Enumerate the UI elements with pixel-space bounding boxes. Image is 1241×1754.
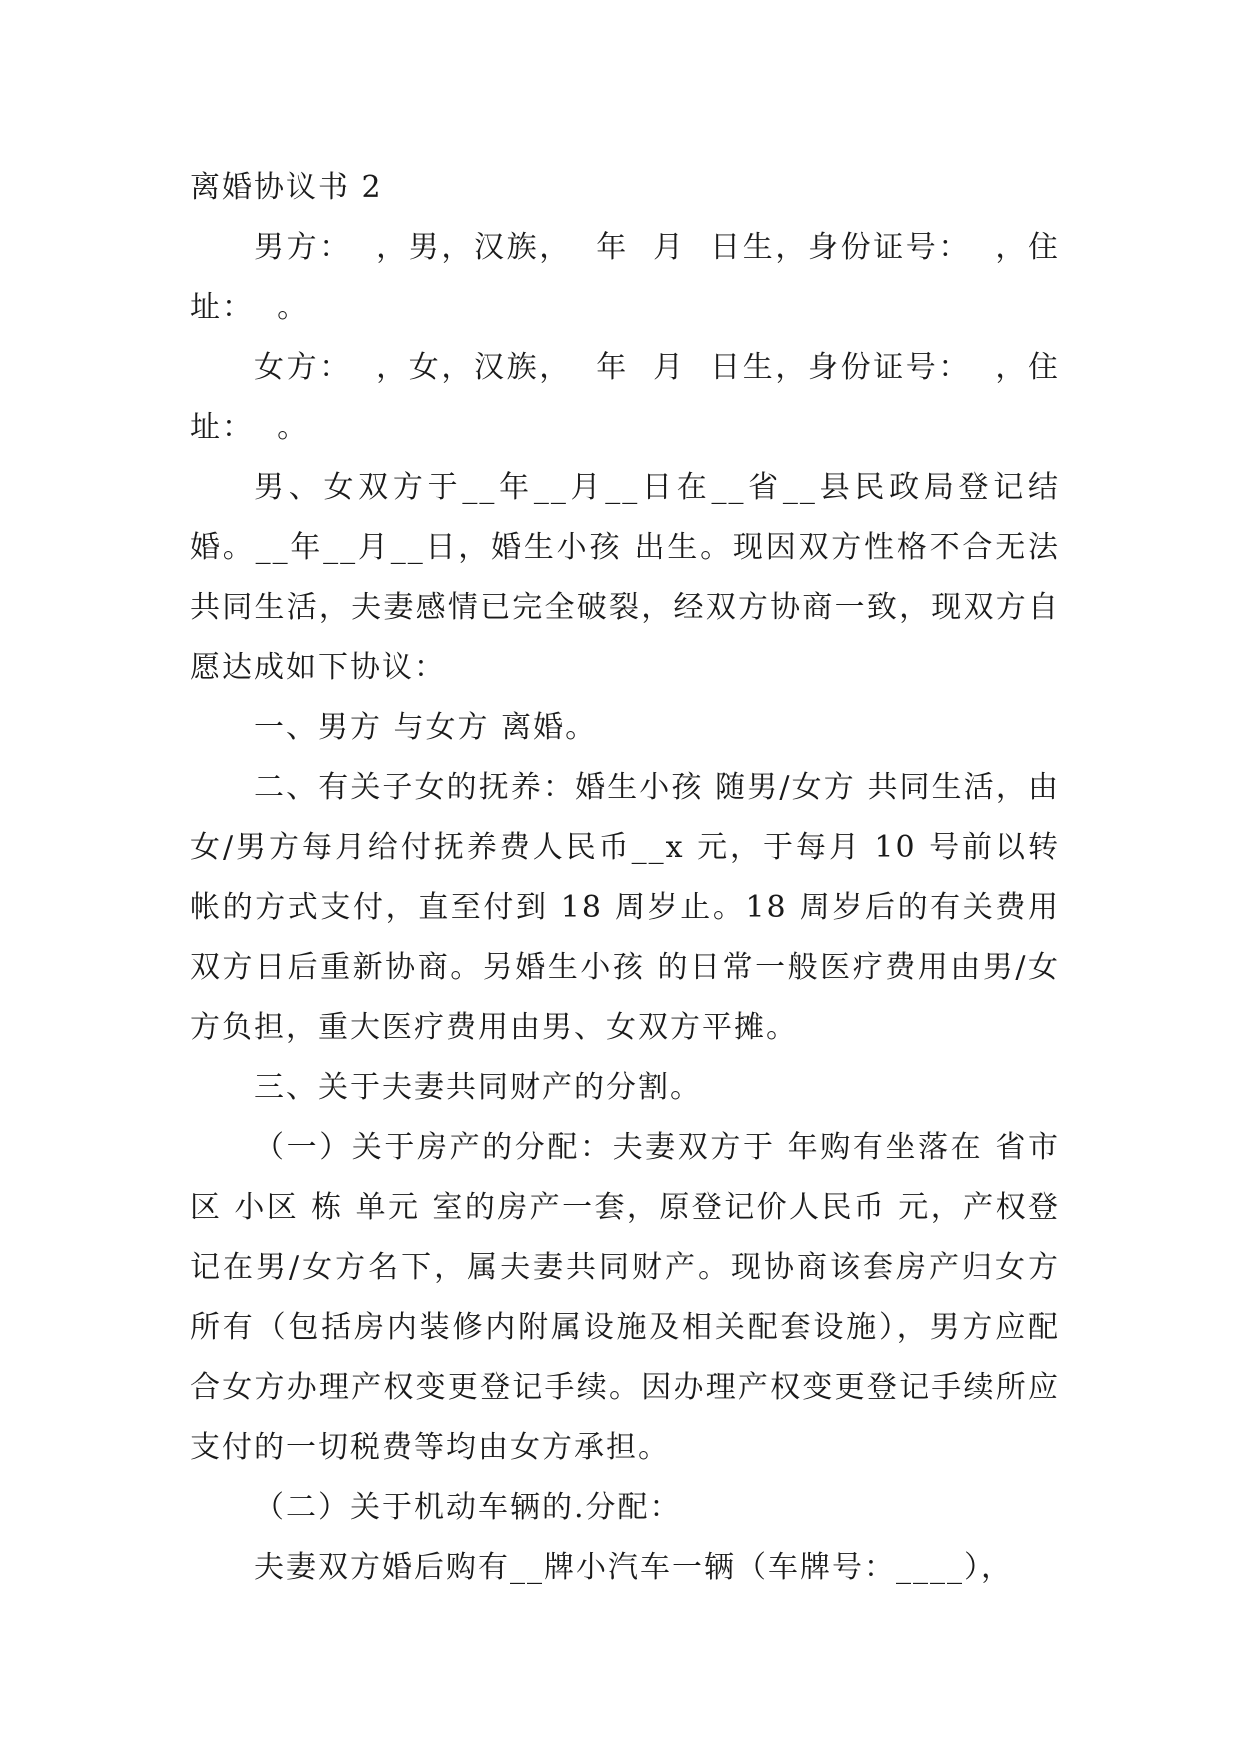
paragraph-female-party: 女方： ，女，汉族， 年 月 日生，身份证号： ，住址： 。 [190, 350, 1060, 445]
document-title: 离婚协议书 2 [190, 170, 383, 205]
paragraph-property-vehicle: 夫妻双方婚后购有__牌小汽车一辆（车牌号：____）， [254, 1550, 1013, 1585]
paragraph-clause-two: 二、有关子女的抚养：婚生小孩 随男/女方 共同生活，由女/男方每月给付抚养费人民币__x 元，于每月 10 号前以转帐的方式支付，直至付到 18 周岁止。18 周岁后的有关费用双方日后重新协商。另婚生小孩 的日常一般医疗费用由男/女方负担，重大医疗费用由男、女双方平摊。 [190, 770, 1060, 1045]
document-body [190, 158, 1072, 1598]
paragraph-property-house: （一）关于房产的分配：夫妻双方于 年购有坐落在 省市 区 小区 栋 单元 室的房产一套，原登记价人民币 元，产权登记在男/女方名下，属夫妻共同财产。现协商该套房产归女方所有（包括房内装修内附属设施及相关配套设施），男方应配合女方办理产权变更登记手续。因办理产权变更登记手续所应支付的一切税费等均由女方承担。 [190, 1130, 1072, 1465]
paragraph-clause-one: 一、男方 与女方 离婚。 [254, 710, 598, 745]
paragraph-clause-three: 三、关于夫妻共同财产的分割。 [254, 1070, 702, 1105]
paragraph-marriage-background: 男、女双方于__年__月__日在__省__县民政局登记结婚。__年__月__日，婚生小孩 出生。现因双方性格不合无法共同生活，夫妻感情已完全破裂，经双方协商一致，现双方自愿达成如下协议： [190, 470, 1060, 685]
paragraph-property-vehicle-heading: （二）关于机动车辆的.分配： [254, 1490, 682, 1525]
paragraph-male-party: 男方： ，男，汉族， 年 月 日生，身份证号： ，住址： 。 [190, 230, 1060, 325]
